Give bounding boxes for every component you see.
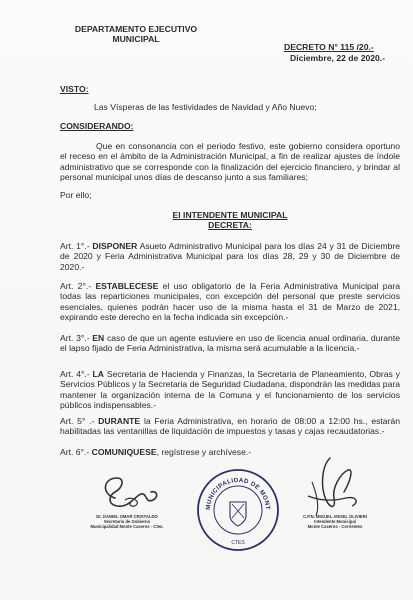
right-signer-name: C.P.N. MIGUEL ANGEL OLIVIERI <box>303 514 367 519</box>
article-2-keyword: ESTABLECESE <box>95 281 159 291</box>
article-4-keyword: LA <box>92 369 104 379</box>
article-1-text: Asueto Administrativo Municipal para los días 24 y 31 de Diciembre de 2020 y Feria Administrativa Municipal para los días 28, 29 y 30 de Diciembre de 2020.- <box>60 241 400 272</box>
department-line-2: MUNICIPAL <box>112 34 160 45</box>
right-signature-scribble <box>290 452 370 522</box>
svg-text:MUNICIPALIDAD DE MONTE CASEROS <box>196 468 271 510</box>
visto-text: Las Vísperas de las festividades de Navidad y Año Nuevo; <box>94 102 317 112</box>
article-5 <box>60 416 400 437</box>
decree-date: Diciembre, 22 de 2020.- <box>290 53 386 63</box>
left-signature-caption <box>85 514 169 530</box>
article-1-lead: Art. 1°.- <box>60 241 93 251</box>
article-6-lead: Art. 6°.- <box>60 447 92 457</box>
article-1 <box>60 241 400 272</box>
seal-graphic <box>196 468 280 552</box>
considerando-text: Que en consonancia con el periodo festivo, este gobierno considera oportuno el receso en el ámbito de la Administración Municipal, a fin de realizar ajustes de índole administrativo que se corresponde con la finalización del ejercicio financiero, y brindar al personal municipal unos días de descanso junto a sus familiares; <box>60 141 400 183</box>
article-2-text: el uso obligatorio de la Feria Administrativa Municipal para todas las reparticiones municipales, con excepción del personal que preste servicios esenciales, quienes podrán hacer uso de la misma hasta el 31 de Marzo de 2021, expirando este derecho en la fecha indicada sin excepción.- <box>60 281 400 323</box>
department-line-1: DEPARTAMENTO EJECUTIVO <box>74 24 198 34</box>
right-signer-org: Monte Caseros - Corrientes <box>307 524 363 530</box>
visto-heading: VISTO: <box>60 84 89 94</box>
decree-number: DECRETO N° 115 /20.- <box>284 42 374 52</box>
article-3 <box>60 333 400 354</box>
seal-text: MUNICIPALIDAD DE MONT <box>204 476 272 511</box>
left-signer-title: Secretario de Gobierno <box>103 519 151 525</box>
por-ello: Por ello; <box>60 190 92 200</box>
authority-title <box>60 210 400 231</box>
left-signer-name: Dr. DANIEL OMAR CRISTALDO <box>96 514 158 519</box>
article-5-text: la Feria Administrativa, en horario de 08:00 a 12:00 hs., estarán habilitadas las ventanillas de liquidación de impuestos y tasas y cajas recaudatorias.- <box>60 416 400 437</box>
article-5-lead: Art. 5° .- <box>60 416 99 426</box>
authority-line-1: El INTENDENTE MUNICIPAL <box>172 210 288 220</box>
article-3-keyword: EN <box>92 333 105 343</box>
right-signer-title: Intendente Municipal <box>314 519 356 525</box>
department-heading <box>66 24 206 45</box>
article-6-keyword: COMUNIQUESE <box>91 447 157 457</box>
article-4-text: Secretaria de Hacienda y Finanzas, la Secretaria de Planeamiento, Obras y Servicios Públicos y la Secretaria de Seguridad Ciudadana, dispondrán las medidas para mantener la organización interna de la Comuna y el funcionamiento de los servicios públicos indispensables.- <box>60 369 400 411</box>
article-3-lead: Art. 3°.- <box>60 333 93 343</box>
article-2-lead: Art. 2°.- <box>60 281 96 291</box>
article-4 <box>60 369 400 411</box>
article-3-text: caso de que un agente estuviere en uso de licencia anual ordinaria, durante el lapso fijado de Feria Administrativa, la misma será acumulable a la licencia.- <box>60 333 400 354</box>
article-5-keyword: DURANTE <box>98 416 141 426</box>
considerando-heading: CONSIDERANDO: <box>60 121 134 131</box>
left-signature-scribble <box>95 470 165 514</box>
right-signature-caption <box>290 514 380 530</box>
article-1-keyword: DISPONER <box>92 241 138 251</box>
authority-line-2: DECRETA: <box>208 220 252 231</box>
municipal-seal <box>196 468 280 552</box>
article-6-text: , regístrese y archívese.- <box>156 447 252 457</box>
seal-bottom-text: CTES <box>231 540 245 546</box>
article-4-lead: Art. 4°.- <box>60 369 93 379</box>
left-signer-org: Municipalidad Monte Caseros - Ctes. <box>90 524 164 530</box>
article-2 <box>60 281 400 323</box>
